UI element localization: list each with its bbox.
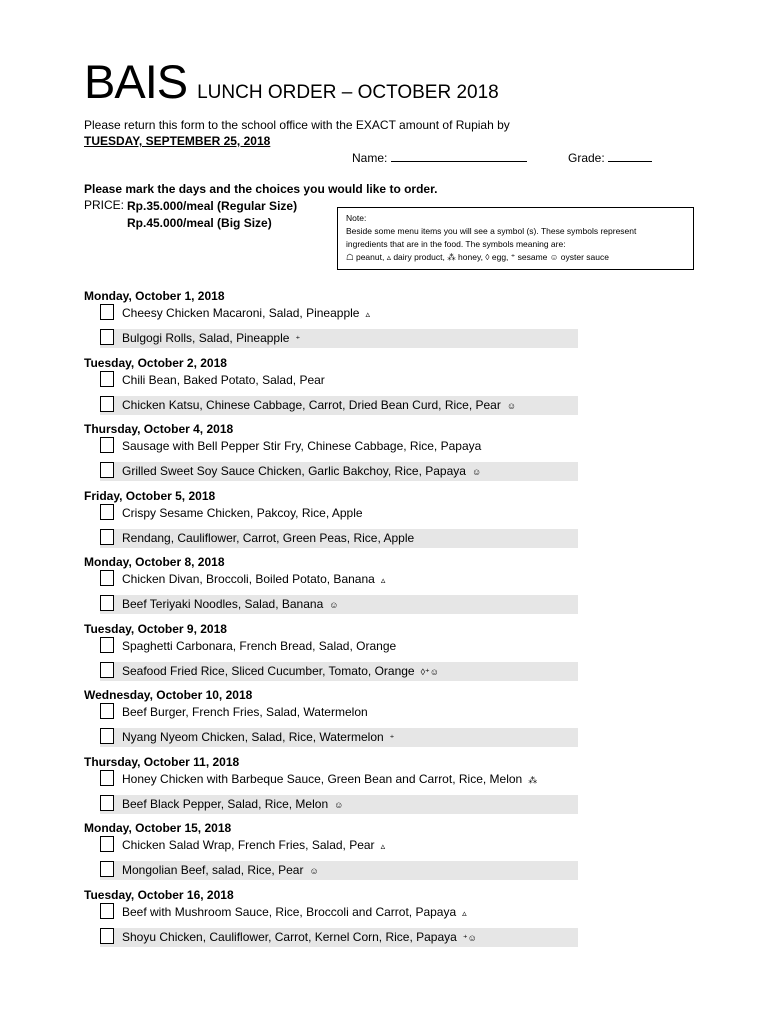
option-text: Crispy Sesame Chicken, Pakcoy, Rice, Apple bbox=[122, 505, 363, 520]
allergen-symbol: ☺ bbox=[471, 467, 482, 477]
day-date: Tuesday, October 9, 2018 bbox=[84, 621, 227, 636]
name-label: Name: bbox=[352, 151, 388, 165]
allergen-symbol: ▵ bbox=[462, 907, 467, 918]
option-text: Grilled Sweet Soy Sauce Chicken, Garlic Bakchoy, Rice, Papaya bbox=[122, 464, 466, 478]
menu-option-1[interactable] bbox=[100, 304, 578, 323]
menu-option-1[interactable] bbox=[100, 836, 578, 855]
note-line-2: ingredients that are in the food. The symbols meaning are: bbox=[346, 239, 566, 249]
deadline-date: TUESDAY, SEPTEMBER 25, 2018 bbox=[84, 134, 271, 148]
menu-option-2[interactable] bbox=[100, 462, 578, 481]
price-label: PRICE: bbox=[84, 198, 125, 212]
menu-option-2[interactable] bbox=[100, 795, 578, 814]
option-text: Beef Burger, French Fries, Salad, Watermelon bbox=[122, 705, 368, 719]
day-entry bbox=[84, 622, 584, 689]
allergen-symbol: ☺ bbox=[329, 600, 339, 610]
name-field[interactable] bbox=[352, 150, 527, 165]
day-date: Thursday, October 11, 2018 bbox=[84, 754, 240, 769]
day-entry bbox=[84, 356, 584, 423]
option-checkbox[interactable] bbox=[100, 836, 114, 852]
allergen-symbol: ⁺ bbox=[295, 334, 301, 344]
day-entry bbox=[84, 289, 584, 356]
option-checkbox[interactable] bbox=[100, 371, 114, 387]
note-line-1: Beside some menu items you will see a symbol (s). These symbols represent bbox=[346, 226, 637, 236]
menu-option-2[interactable] bbox=[100, 595, 578, 614]
option-checkbox[interactable] bbox=[100, 529, 114, 545]
day-entry bbox=[84, 422, 584, 489]
menu-option-2[interactable] bbox=[100, 396, 578, 415]
menu-list bbox=[84, 289, 584, 954]
option-checkbox[interactable] bbox=[100, 637, 114, 653]
price-values bbox=[127, 198, 297, 232]
allergen-symbol: ▵ bbox=[380, 841, 386, 851]
menu-option-2[interactable] bbox=[100, 662, 578, 681]
day-date: Monday, October 8, 2018 bbox=[84, 555, 225, 569]
option-checkbox[interactable] bbox=[100, 662, 114, 678]
menu-option-1[interactable] bbox=[100, 637, 578, 656]
option-checkbox[interactable] bbox=[100, 770, 114, 786]
form-title bbox=[84, 54, 499, 109]
note-title: Note: bbox=[346, 213, 367, 223]
option-text: Chicken Katsu, Chinese Cabbage, Carrot, Dried Bean Curd, Rice, Pear bbox=[122, 397, 501, 412]
option-checkbox[interactable] bbox=[100, 861, 114, 877]
name-blank[interactable] bbox=[391, 150, 527, 162]
day-date: Tuesday, October 2, 2018 bbox=[84, 355, 227, 370]
allergen-symbol: ⁺☺ bbox=[462, 932, 477, 943]
grade-label: Grade: bbox=[568, 151, 605, 165]
option-text: Spaghetti Carbonara, French Bread, Salad, Orange bbox=[122, 638, 397, 653]
option-text: Cheesy Chicken Macaroni, Salad, Pineapple bbox=[122, 306, 360, 320]
menu-option-1[interactable] bbox=[100, 437, 578, 456]
day-entry bbox=[84, 755, 584, 822]
option-text: Seafood Fried Rice, Sliced Cucumber, Tomato, Orange bbox=[122, 663, 415, 678]
price-regular: Rp.35.000/meal (Regular Size) bbox=[127, 199, 298, 213]
option-text: Nyang Nyeom Chicken, Salad, Rice, Watermelon bbox=[122, 730, 384, 744]
note-symbols: ☖ peanut, ▵ dairy product, ⁂ honey, ◊ egg, ⁺ sesame ☺ oyster sauce bbox=[346, 252, 609, 262]
day-entry bbox=[84, 555, 584, 622]
option-checkbox[interactable] bbox=[100, 304, 114, 320]
allergen-symbol: ☺ bbox=[334, 799, 344, 810]
option-text: Honey Chicken with Barbeque Sauce, Green Bean and Carrot, Rice, Melon bbox=[122, 771, 523, 786]
menu-option-2[interactable] bbox=[100, 529, 578, 548]
menu-option-1[interactable] bbox=[100, 371, 578, 390]
option-text: Beef with Mushroom Sauce, Rice, Broccoli and Carrot, Papaya bbox=[122, 904, 457, 919]
option-text: Mongolian Beef, salad, Rice, Pear bbox=[122, 863, 304, 877]
option-checkbox[interactable] bbox=[100, 795, 114, 811]
price-big: Rp.45.000/meal (Big Size) bbox=[127, 216, 272, 230]
option-checkbox[interactable] bbox=[100, 504, 114, 520]
option-text: Shoyu Chicken, Cauliflower, Carrot, Kernel Corn, Rice, Papaya bbox=[122, 929, 457, 944]
school-name: BAIS bbox=[84, 55, 188, 108]
day-entry bbox=[84, 821, 584, 888]
day-date: Tuesday, October 16, 2018 bbox=[84, 887, 234, 902]
day-date: Friday, October 5, 2018 bbox=[84, 488, 216, 503]
option-text: Chili Bean, Baked Potato, Salad, Pear bbox=[122, 372, 325, 387]
day-entry bbox=[84, 688, 584, 755]
option-text: Chicken Salad Wrap, French Fries, Salad, Pear bbox=[122, 838, 375, 852]
day-date: Thursday, October 4, 2018 bbox=[84, 422, 234, 436]
allergen-symbol: ☺ bbox=[506, 400, 517, 411]
option-checkbox[interactable] bbox=[100, 396, 114, 412]
menu-option-1[interactable] bbox=[100, 570, 578, 589]
option-checkbox[interactable] bbox=[100, 462, 114, 478]
allergen-symbol: ☺ bbox=[309, 866, 319, 876]
order-instructions: Please mark the days and the choices you would like to order. bbox=[84, 182, 438, 196]
day-date: Wednesday, October 10, 2018 bbox=[84, 688, 253, 702]
menu-option-2[interactable] bbox=[100, 928, 578, 947]
menu-option-1[interactable] bbox=[100, 770, 578, 789]
grade-blank[interactable] bbox=[608, 150, 652, 162]
option-text: Beef Teriyaki Noodles, Salad, Banana bbox=[122, 597, 324, 611]
option-checkbox[interactable] bbox=[100, 903, 114, 919]
menu-option-1[interactable] bbox=[100, 504, 578, 523]
option-checkbox[interactable] bbox=[100, 703, 114, 719]
option-text: Rendang, Cauliflower, Carrot, Green Peas, Rice, Apple bbox=[122, 530, 415, 545]
form-heading: LUNCH ORDER – OCTOBER 2018 bbox=[197, 82, 499, 103]
menu-option-2[interactable] bbox=[100, 728, 578, 747]
day-date: Monday, October 15, 2018 bbox=[84, 821, 232, 835]
option-text: Sausage with Bell Pepper Stir Fry, Chinese Cabbage, Rice, Papaya bbox=[122, 439, 482, 453]
return-instructions: Please return this form to the school office with the EXACT amount of Rupiah by bbox=[84, 118, 510, 132]
option-text: Chicken Divan, Broccoli, Boiled Potato, Banana bbox=[122, 572, 375, 586]
option-checkbox[interactable] bbox=[100, 595, 114, 611]
option-text: Bulgogi Rolls, Salad, Pineapple bbox=[122, 331, 290, 345]
day-date: Monday, October 1, 2018 bbox=[84, 289, 225, 303]
option-checkbox[interactable] bbox=[100, 570, 114, 586]
option-text: Beef Black Pepper, Salad, Rice, Melon bbox=[122, 796, 329, 811]
grade-field[interactable] bbox=[568, 150, 652, 165]
option-checkbox[interactable] bbox=[100, 329, 114, 345]
option-checkbox[interactable] bbox=[100, 437, 114, 453]
allergen-symbol: ◊⁺☺ bbox=[420, 666, 439, 677]
day-entry bbox=[84, 888, 584, 955]
menu-option-2[interactable] bbox=[100, 329, 578, 348]
option-checkbox[interactable] bbox=[100, 928, 114, 944]
day-entry bbox=[84, 489, 584, 556]
allergen-symbol: ▵ bbox=[380, 575, 386, 585]
allergen-symbol: ⁂ bbox=[528, 774, 538, 785]
allergen-note bbox=[337, 207, 694, 270]
option-checkbox[interactable] bbox=[100, 728, 114, 744]
allergen-symbol: ⁺ bbox=[389, 733, 395, 743]
allergen-symbol: ▵ bbox=[365, 309, 370, 319]
menu-option-2[interactable] bbox=[100, 861, 578, 880]
menu-option-1[interactable] bbox=[100, 903, 578, 922]
menu-option-1[interactable] bbox=[100, 703, 578, 722]
